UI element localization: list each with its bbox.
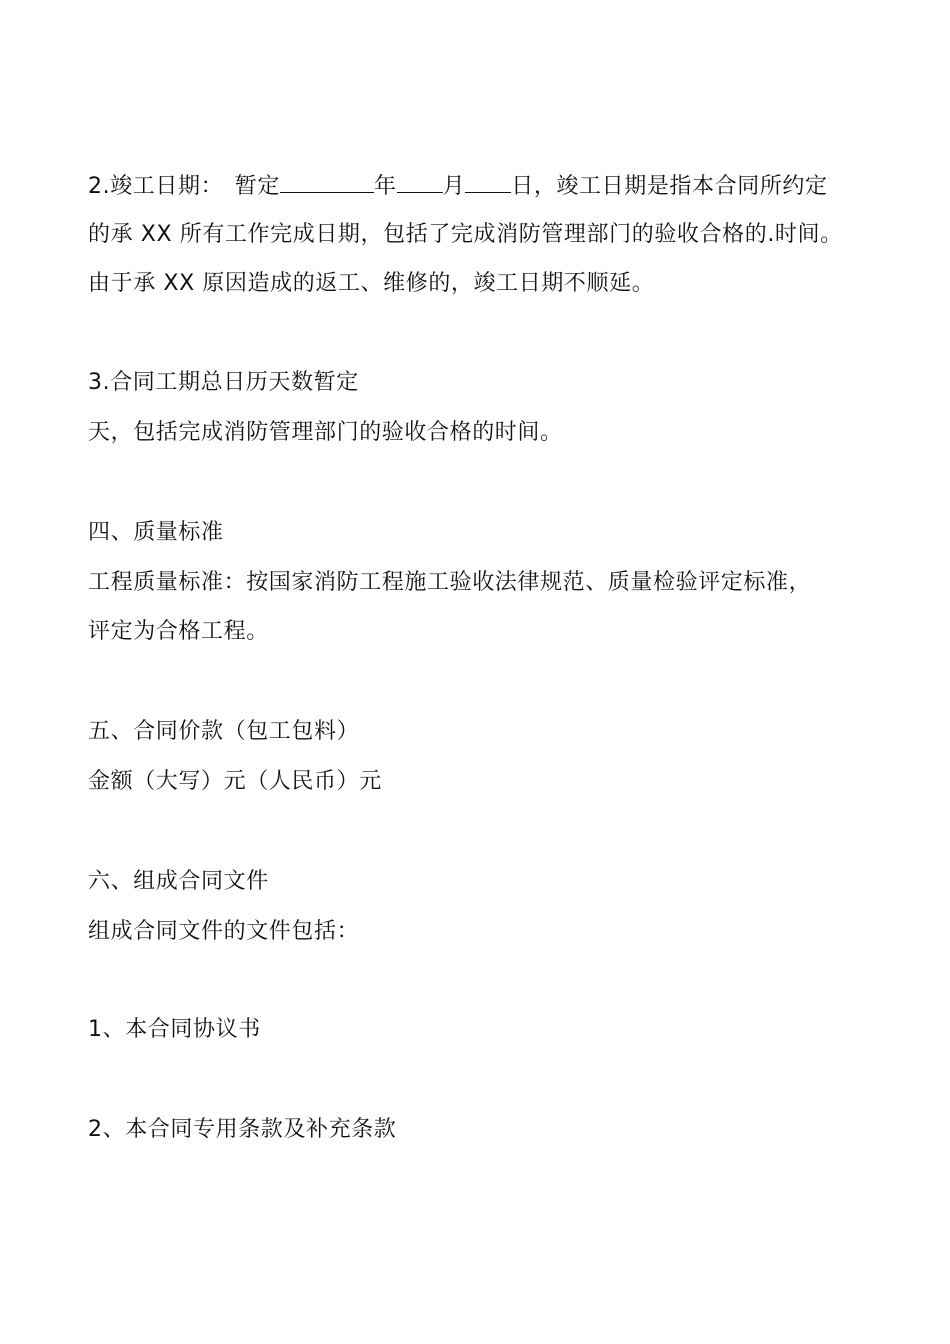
contract-period-heading: 3.合同工期总日历天数暂定: [88, 370, 359, 395]
contract-documents-intro: 组成合同文件的文件包括：: [88, 919, 360, 944]
month-blank: [397, 170, 443, 193]
year-label: 年: [374, 174, 397, 199]
completion-date-label: 2.竣工日期： 暂定: [88, 174, 280, 199]
completion-date-no-extension: 由于承 XX 原因造成的返工、维修的，竣工日期不顺延。: [88, 271, 655, 296]
contract-period-text: 天，包括完成消防管理部门的验收合格的时间。: [88, 420, 563, 445]
completion-date-line: [88, 170, 828, 202]
quality-standard-text: 工程质量标准：按国家消防工程施工验收法律规范、质量检验评定标准，: [88, 570, 812, 595]
year-blank: [280, 170, 374, 193]
month-label: 月: [442, 174, 466, 199]
completion-date-definition: 的承 XX 所有工作完成日期，包括了完成消防管理部门的验收合格的.时间。: [88, 222, 843, 247]
day-blank: [465, 170, 511, 193]
contract-price-heading: 五、合同价款（包工包料）: [88, 719, 360, 744]
contract-price-amount: 金额（大写）元（人民币）元: [88, 769, 382, 794]
completion-date-suffix: 日，竣工日期是指本合同所约定: [511, 174, 828, 199]
quality-standard-result: 评定为合格工程。: [88, 619, 269, 644]
list-item: 1、本合同协议书: [88, 1017, 261, 1042]
quality-standard-heading: 四、质量标准: [88, 520, 224, 545]
list-item: 2、本合同专用条款及补充条款: [88, 1117, 397, 1142]
contract-documents-heading: 六、组成合同文件: [88, 869, 269, 894]
